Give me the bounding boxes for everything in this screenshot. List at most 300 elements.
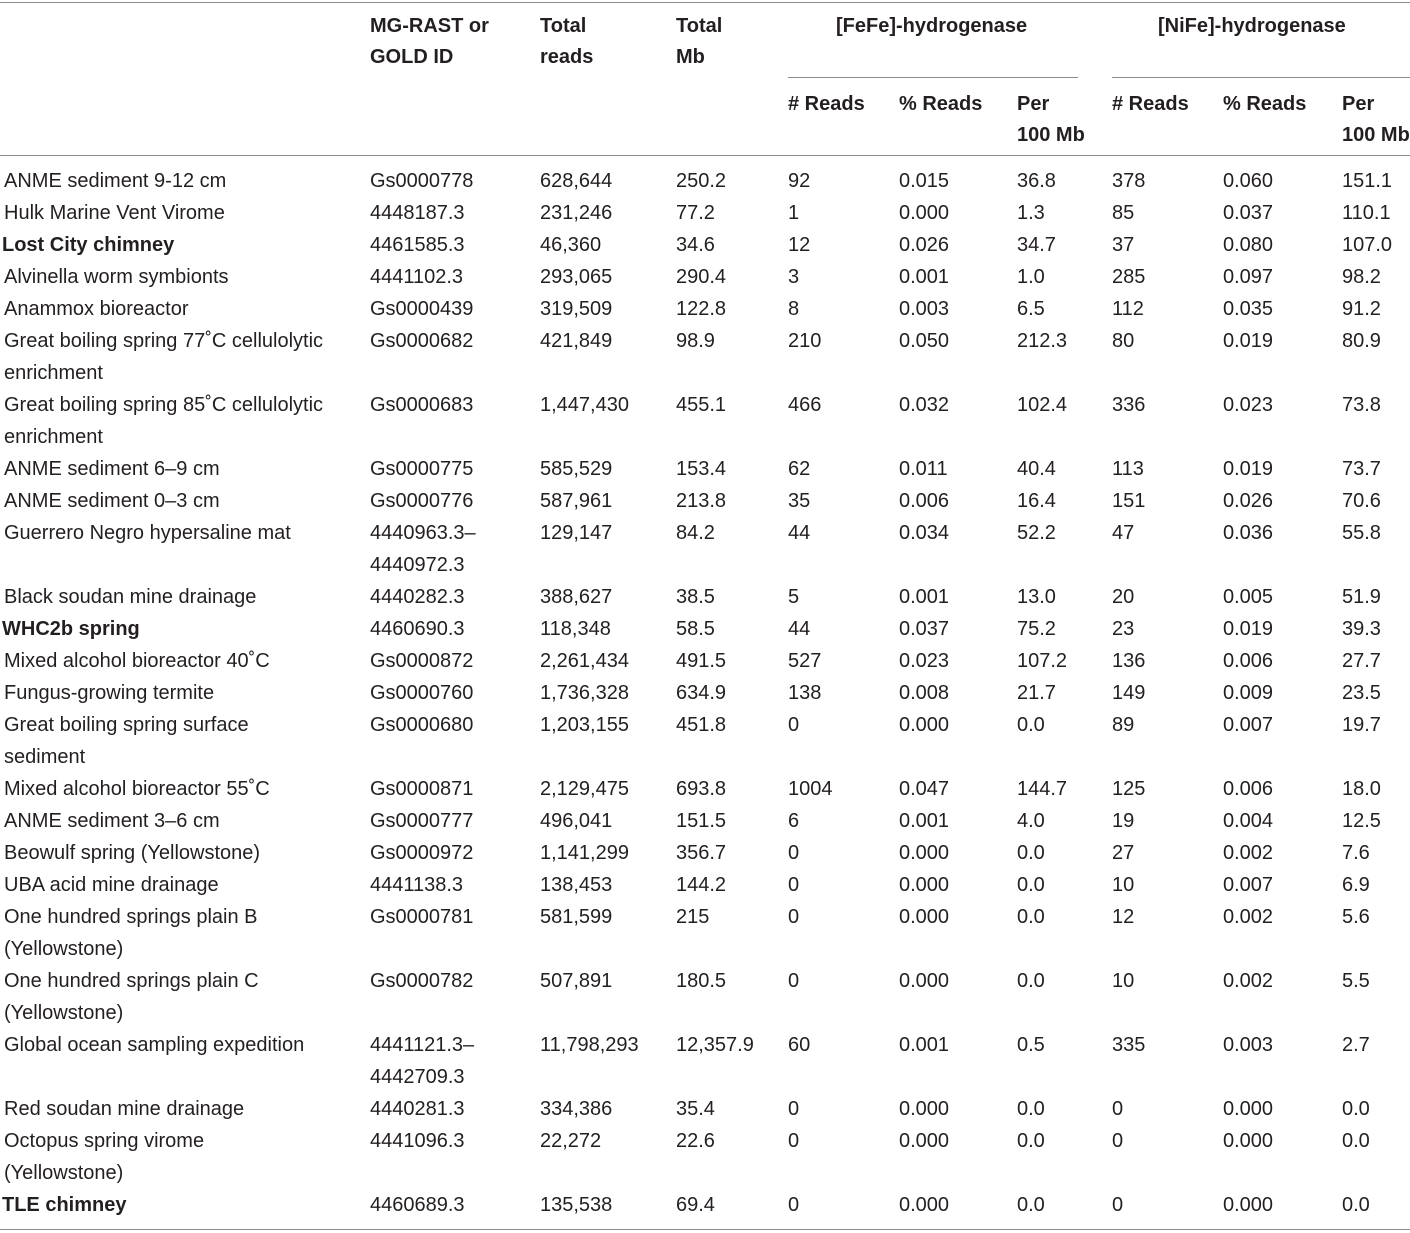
cell-fefe-per: 0.5 — [1017, 1034, 1045, 1056]
cell-line: Great boiling spring 85˚C cellulolytic — [4, 394, 324, 416]
cell-fefe-reads: 3 — [788, 266, 800, 288]
cell-id — [370, 965, 473, 997]
cell-fefe-pct: 0.011 — [899, 458, 948, 480]
cell-total-reads: 1,203,155 — [540, 714, 629, 736]
cell-nife-reads: 113 — [1112, 458, 1144, 480]
cell-line: Gs0000782 — [370, 970, 474, 992]
cell-total-reads: 2,129,475 — [540, 778, 629, 800]
table-row — [0, 677, 1410, 709]
table-row — [0, 1029, 1410, 1093]
header-nife-per: Per 100 Mb — [1342, 93, 1410, 146]
cell-fefe-pct: 0.000 — [899, 874, 950, 896]
cell-nife-per: 23.5 — [1342, 682, 1381, 704]
cell-fefe-per: 36.8 — [1017, 170, 1056, 192]
table-row — [0, 613, 1410, 645]
cell-nife-reads: 0 — [1112, 1130, 1124, 1152]
cell-id — [370, 773, 473, 805]
header-nife: [NiFe]-hydrogenase — [1158, 15, 1346, 37]
cell-total-mb: 12,357.9 — [676, 1034, 754, 1056]
cell-fefe-reads: 1004 — [788, 778, 833, 800]
cell-line: 4440972.3 — [370, 554, 465, 576]
cell-line: 4440281.3 — [370, 1098, 465, 1120]
cell-name — [4, 901, 258, 965]
cell-line: Guerrero Negro hypersaline mat — [4, 522, 291, 544]
cell-id — [370, 293, 473, 325]
table-row — [0, 261, 1410, 293]
cell-line: ANME sediment 3–6 cm — [4, 810, 220, 832]
cell-total-mb: 215 — [676, 906, 710, 928]
cell-nife-per: 110.1 — [1342, 202, 1391, 224]
cell-line: Gs0000781 — [370, 906, 474, 928]
cell-total-reads: 319,509 — [540, 298, 613, 320]
cell-id — [370, 453, 473, 485]
cell-fefe-reads: 0 — [788, 714, 800, 736]
cell-total-mb: 153.4 — [676, 458, 727, 480]
cell-line: Hulk Marine Vent Virome — [4, 202, 225, 224]
cell-id — [370, 1189, 465, 1221]
header-id: MG-RAST or GOLD ID — [370, 15, 489, 68]
cell-line: ANME sediment 0–3 cm — [4, 490, 220, 512]
cell-nife-per: 70.6 — [1342, 490, 1381, 512]
cell-fefe-reads: 44 — [788, 522, 811, 544]
cell-fefe-pct: 0.000 — [899, 1130, 950, 1152]
cell-fefe-per: 0.0 — [1017, 874, 1045, 896]
cell-fefe-pct: 0.008 — [899, 682, 950, 704]
nife-rule — [1112, 77, 1410, 78]
cell-id — [370, 517, 476, 581]
cell-nife-reads: 37 — [1112, 234, 1135, 256]
cell-total-reads: 628,644 — [540, 170, 613, 192]
table-row — [0, 453, 1410, 485]
cell-name — [4, 709, 249, 773]
cell-line: 4441121.3– — [370, 1034, 475, 1056]
cell-line: Black soudan mine drainage — [4, 586, 257, 608]
cell-id — [370, 613, 465, 645]
cell-line: Fungus-growing termite — [4, 682, 215, 704]
cell-line: 4460689.3 — [370, 1194, 465, 1216]
cell-total-reads: 231,246 — [540, 202, 613, 224]
cell-nife-pct: 0.037 — [1223, 202, 1274, 224]
cell-nife-per: 55.8 — [1342, 522, 1381, 544]
cell-id — [370, 581, 465, 613]
cell-id — [370, 677, 473, 709]
cell-total-reads: 581,599 — [540, 906, 613, 928]
cell-fefe-per: 107.2 — [1017, 650, 1068, 672]
cell-fefe-pct: 0.032 — [899, 394, 950, 416]
cell-line: Lost City chimney — [2, 234, 175, 256]
cell-fefe-pct: 0.023 — [899, 650, 950, 672]
cell-nife-pct: 0.003 — [1223, 1034, 1274, 1056]
cell-name — [4, 1029, 304, 1061]
cell-total-mb: 35.4 — [676, 1098, 715, 1120]
cell-nife-reads: 0 — [1112, 1098, 1124, 1120]
cell-nife-pct: 0.005 — [1223, 586, 1274, 608]
cell-nife-pct: 0.002 — [1223, 970, 1274, 992]
cell-total-reads: 118,348 — [540, 618, 611, 640]
cell-nife-per: 151.1 — [1342, 170, 1393, 192]
cell-total-mb: 451.8 — [676, 714, 727, 736]
cell-fefe-pct: 0.003 — [899, 298, 950, 320]
cell-line: Red soudan mine drainage — [4, 1098, 245, 1120]
cell-fefe-per: 21.7 — [1017, 682, 1056, 704]
cell-line: Gs0000682 — [370, 330, 474, 352]
cell-id — [370, 837, 473, 869]
cell-line: Gs0000680 — [370, 714, 474, 736]
cell-fefe-per: 1.0 — [1017, 266, 1045, 288]
cell-nife-per: 5.6 — [1342, 906, 1370, 928]
table-row — [0, 645, 1410, 677]
cell-total-reads: 22,272 — [540, 1130, 602, 1152]
cell-line: Gs0000683 — [370, 394, 474, 416]
cell-line: Gs0000778 — [370, 170, 474, 192]
cell-fefe-pct: 0.000 — [899, 1194, 950, 1216]
cell-nife-reads: 151 — [1112, 490, 1146, 512]
cell-nife-reads: 19 — [1112, 810, 1135, 832]
cell-nife-per: 27.7 — [1342, 650, 1381, 672]
cell-total-mb: 290.4 — [676, 266, 727, 288]
cell-fefe-reads: 8 — [788, 298, 800, 320]
cell-nife-reads: 47 — [1112, 522, 1135, 544]
cell-total-reads: 1,736,328 — [540, 682, 629, 704]
cell-total-reads: 135,538 — [540, 1194, 613, 1216]
cell-name — [4, 165, 226, 197]
cell-fefe-reads: 35 — [788, 490, 811, 512]
cell-nife-per: 80.9 — [1342, 330, 1381, 352]
cell-nife-pct: 0.000 — [1223, 1194, 1274, 1216]
cell-nife-per: 5.5 — [1342, 970, 1370, 992]
cell-name — [4, 965, 259, 1029]
cell-nife-reads: 89 — [1112, 714, 1135, 736]
cell-line: WHC2b spring — [2, 618, 140, 640]
cell-line: (Yellowstone) — [4, 1002, 124, 1024]
cell-fefe-pct: 0.000 — [899, 714, 950, 736]
cell-fefe-pct: 0.047 — [899, 778, 950, 800]
cell-nife-pct: 0.080 — [1223, 234, 1274, 256]
cell-total-reads: 496,041 — [540, 810, 613, 832]
cell-line: Mixed alcohol bioreactor 40˚C — [4, 650, 270, 672]
cell-fefe-reads: 0 — [788, 842, 800, 864]
cell-nife-reads: 125 — [1112, 778, 1146, 800]
cell-fefe-pct: 0.026 — [899, 234, 950, 256]
cell-total-reads: 334,386 — [540, 1098, 613, 1120]
cell-total-reads: 1,447,430 — [540, 394, 629, 416]
cell-fefe-per: 40.4 — [1017, 458, 1056, 480]
cell-total-mb: 491.5 — [676, 650, 727, 672]
cell-nife-per: 107.0 — [1342, 234, 1393, 256]
cell-line: (Yellowstone) — [4, 1162, 124, 1184]
cell-total-mb: 693.8 — [676, 778, 727, 800]
cell-id — [370, 1125, 465, 1157]
cell-nife-per: 39.3 — [1342, 618, 1381, 640]
header-fefe-pct: % Reads — [899, 93, 983, 115]
cell-nife-reads: 12 — [1112, 906, 1135, 928]
top-rule — [0, 2, 1410, 3]
cell-id — [370, 709, 473, 741]
table-row — [0, 709, 1410, 773]
cell-total-reads: 11,798,293 — [540, 1034, 639, 1056]
table-row — [0, 773, 1410, 805]
cell-nife-pct: 0.019 — [1223, 458, 1274, 480]
cell-fefe-reads: 0 — [788, 1098, 800, 1120]
cell-nife-pct: 0.006 — [1223, 650, 1274, 672]
cell-name — [4, 453, 220, 485]
cell-fefe-per: 1.3 — [1017, 202, 1045, 224]
cell-nife-pct: 0.002 — [1223, 906, 1274, 928]
header-nife-reads: # Reads — [1112, 93, 1189, 115]
cell-fefe-reads: 6 — [788, 810, 800, 832]
cell-id — [370, 645, 473, 677]
cell-total-mb: 151.5 — [676, 810, 727, 832]
table-row — [0, 805, 1410, 837]
cell-nife-pct: 0.019 — [1223, 618, 1274, 640]
cell-fefe-reads: 0 — [788, 1130, 800, 1152]
cell-nife-per: 0.0 — [1342, 1194, 1370, 1216]
cell-fefe-reads: 527 — [788, 650, 822, 672]
cell-nife-reads: 85 — [1112, 202, 1135, 224]
header-bottom-rule — [0, 155, 1410, 156]
cell-name — [4, 837, 260, 869]
cell-nife-per: 73.8 — [1342, 394, 1381, 416]
cell-total-mb: 144.2 — [676, 874, 727, 896]
cell-line: Global ocean sampling expedition — [4, 1034, 305, 1056]
cell-nife-pct: 0.019 — [1223, 330, 1274, 352]
cell-line: Great boiling spring surface — [4, 714, 249, 736]
cell-fefe-per: 4.0 — [1017, 810, 1045, 832]
cell-name — [2, 1189, 126, 1221]
cell-nife-pct: 0.006 — [1223, 778, 1274, 800]
cell-line: 4448187.3 — [370, 202, 465, 224]
cell-name — [4, 677, 214, 709]
cell-name — [4, 581, 256, 613]
cell-line: Gs0000775 — [370, 458, 474, 480]
cell-nife-reads: 149 — [1112, 682, 1146, 704]
cell-line: ANME sediment 9-12 cm — [4, 170, 227, 192]
cell-total-mb: 58.5 — [676, 618, 715, 640]
cell-fefe-reads: 210 — [788, 330, 822, 352]
cell-fefe-reads: 0 — [788, 970, 800, 992]
cell-total-mb: 84.2 — [676, 522, 715, 544]
cell-fefe-per: 0.0 — [1017, 1098, 1045, 1120]
cell-name — [4, 517, 291, 549]
cell-total-reads: 138,453 — [540, 874, 613, 896]
cell-line: 4442709.3 — [370, 1066, 465, 1088]
cell-line: 4460690.3 — [370, 618, 465, 640]
table-row — [0, 293, 1410, 325]
table-row — [0, 165, 1410, 197]
cell-nife-per: 2.7 — [1342, 1034, 1370, 1056]
cell-line: UBA acid mine drainage — [4, 874, 219, 896]
cell-id — [370, 229, 465, 261]
cell-line: 4461585.3 — [370, 234, 465, 256]
cell-nife-per: 98.2 — [1342, 266, 1381, 288]
cell-fefe-reads: 62 — [788, 458, 811, 480]
cell-nife-per: 91.2 — [1342, 298, 1381, 320]
cell-id — [370, 165, 473, 197]
cell-nife-reads: 378 — [1112, 170, 1146, 192]
cell-line: 4440282.3 — [370, 586, 465, 608]
cell-fefe-reads: 0 — [788, 874, 800, 896]
cell-id — [370, 805, 473, 837]
table-row — [0, 1189, 1410, 1221]
cell-fefe-pct: 0.050 — [899, 330, 950, 352]
cell-nife-reads: 112 — [1112, 298, 1144, 320]
cell-total-reads: 2,261,434 — [540, 650, 629, 672]
table-row — [0, 965, 1410, 1029]
header-total-mb: Total Mb — [676, 15, 723, 68]
table-row — [0, 389, 1410, 453]
cell-name — [2, 229, 174, 261]
cell-fefe-pct: 0.000 — [899, 906, 950, 928]
cell-nife-pct: 0.035 — [1223, 298, 1274, 320]
cell-line: 4441138.3 — [370, 874, 464, 896]
cell-line: Gs0000776 — [370, 490, 474, 512]
cell-id — [370, 389, 473, 421]
cell-total-reads: 421,849 — [540, 330, 613, 352]
cell-nife-reads: 10 — [1112, 970, 1135, 992]
cell-line: enrichment — [4, 362, 103, 384]
cell-line: Octopus spring virome — [4, 1130, 205, 1152]
cell-total-reads: 507,891 — [540, 970, 613, 992]
cell-line: Gs0000760 — [370, 682, 474, 704]
cell-fefe-pct: 0.037 — [899, 618, 950, 640]
table-row — [0, 901, 1410, 965]
cell-fefe-reads: 44 — [788, 618, 811, 640]
cell-name — [4, 293, 189, 325]
cell-fefe-reads: 92 — [788, 170, 811, 192]
cell-nife-pct: 0.007 — [1223, 714, 1274, 736]
cell-fefe-reads: 138 — [788, 682, 822, 704]
cell-fefe-per: 0.0 — [1017, 1194, 1045, 1216]
cell-fefe-pct: 0.034 — [899, 522, 950, 544]
cell-line: 4441102.3 — [370, 266, 464, 288]
cell-total-mb: 77.2 — [676, 202, 715, 224]
cell-line: Gs0000439 — [370, 298, 474, 320]
cell-fefe-per: 0.0 — [1017, 714, 1045, 736]
cell-fefe-pct: 0.000 — [899, 842, 950, 864]
cell-total-mb: 455.1 — [676, 394, 727, 416]
cell-line: Mixed alcohol bioreactor 55˚C — [4, 778, 270, 800]
cell-name — [4, 261, 229, 293]
cell-fefe-per: 16.4 — [1017, 490, 1056, 512]
header-total-reads: Total reads — [540, 15, 594, 68]
cell-fefe-per: 0.0 — [1017, 906, 1045, 928]
cell-fefe-reads: 0 — [788, 906, 800, 928]
table-row — [0, 197, 1410, 229]
cell-fefe-per: 144.7 — [1017, 778, 1068, 800]
cell-nife-pct: 0.023 — [1223, 394, 1274, 416]
cell-fefe-per: 0.0 — [1017, 1130, 1045, 1152]
cell-total-reads: 293,065 — [540, 266, 613, 288]
cell-name — [4, 1093, 244, 1125]
cell-nife-per: 73.7 — [1342, 458, 1381, 480]
cell-nife-per: 19.7 — [1342, 714, 1381, 736]
table-row — [0, 485, 1410, 517]
table-row — [0, 325, 1410, 389]
cell-nife-reads: 0 — [1112, 1194, 1124, 1216]
cell-name — [4, 389, 323, 453]
cell-fefe-per: 0.0 — [1017, 842, 1045, 864]
cell-total-mb: 122.8 — [676, 298, 727, 320]
cell-nife-pct: 0.036 — [1223, 522, 1274, 544]
cell-nife-pct: 0.026 — [1223, 490, 1274, 512]
cell-nife-reads: 20 — [1112, 586, 1135, 608]
cell-line: Gs0000777 — [370, 810, 474, 832]
cell-fefe-per: 102.4 — [1017, 394, 1068, 416]
header-fefe-per: Per 100 Mb — [1017, 93, 1085, 146]
cell-fefe-pct: 0.006 — [899, 490, 950, 512]
header-nife-pct: % Reads — [1223, 93, 1307, 115]
cell-nife-pct: 0.060 — [1223, 170, 1274, 192]
cell-fefe-reads: 466 — [788, 394, 822, 416]
cell-id — [370, 261, 463, 293]
cell-fefe-pct: 0.001 — [899, 586, 950, 608]
bottom-rule — [0, 1229, 1410, 1230]
header-fefe-reads: # Reads — [788, 93, 865, 115]
cell-total-reads: 46,360 — [540, 234, 602, 256]
cell-line: TLE chimney — [2, 1194, 127, 1216]
cell-nife-per: 6.9 — [1342, 874, 1370, 896]
cell-fefe-per: 6.5 — [1017, 298, 1045, 320]
cell-fefe-per: 212.3 — [1017, 330, 1068, 352]
table-row — [0, 1125, 1410, 1189]
cell-fefe-reads: 1 — [788, 202, 800, 224]
cell-line: Great boiling spring 77˚C cellulolytic — [4, 330, 324, 352]
cell-total-mb: 250.2 — [676, 170, 727, 192]
cell-fefe-pct: 0.000 — [899, 202, 950, 224]
cell-name — [4, 325, 323, 389]
cell-total-mb: 180.5 — [676, 970, 727, 992]
cell-fefe-pct: 0.001 — [899, 266, 950, 288]
cell-nife-reads: 335 — [1112, 1034, 1146, 1056]
cell-line: ANME sediment 6–9 cm — [4, 458, 220, 480]
cell-total-reads: 129,147 — [540, 522, 613, 544]
cell-id — [370, 1029, 474, 1093]
cell-name — [4, 869, 219, 901]
cell-fefe-pct: 0.001 — [899, 810, 950, 832]
cell-total-mb: 22.6 — [676, 1130, 715, 1152]
cell-line: Beowulf spring (Yellowstone) — [4, 842, 261, 864]
cell-line: Gs0000872 — [370, 650, 474, 672]
cell-nife-pct: 0.097 — [1223, 266, 1274, 288]
cell-id — [370, 869, 463, 901]
table-row — [0, 581, 1410, 613]
cell-fefe-per: 13.0 — [1017, 586, 1056, 608]
cell-name — [4, 485, 220, 517]
cell-line: Alvinella worm symbionts — [4, 266, 229, 288]
cell-line: 4441096.3 — [370, 1130, 465, 1152]
cell-nife-pct: 0.004 — [1223, 810, 1274, 832]
cell-fefe-reads: 5 — [788, 586, 800, 608]
cell-total-mb: 634.9 — [676, 682, 727, 704]
cell-nife-reads: 10 — [1112, 874, 1135, 896]
cell-total-reads: 1,141,299 — [540, 842, 629, 864]
cell-id — [370, 197, 465, 229]
cell-line: (Yellowstone) — [4, 938, 124, 960]
header-fefe: [FeFe]-hydrogenase — [836, 15, 1028, 37]
cell-fefe-reads: 0 — [788, 1194, 800, 1216]
cell-total-reads: 388,627 — [540, 586, 613, 608]
cell-total-mb: 38.5 — [676, 586, 715, 608]
cell-id — [370, 325, 473, 357]
cell-fefe-pct: 0.001 — [899, 1034, 950, 1056]
cell-nife-per: 0.0 — [1342, 1098, 1370, 1120]
cell-nife-reads: 285 — [1112, 266, 1146, 288]
cell-name — [4, 645, 270, 677]
cell-total-reads: 587,961 — [540, 490, 613, 512]
cell-total-mb: 69.4 — [676, 1194, 715, 1216]
fefe-rule — [788, 77, 1078, 78]
cell-nife-per: 0.0 — [1342, 1130, 1370, 1152]
